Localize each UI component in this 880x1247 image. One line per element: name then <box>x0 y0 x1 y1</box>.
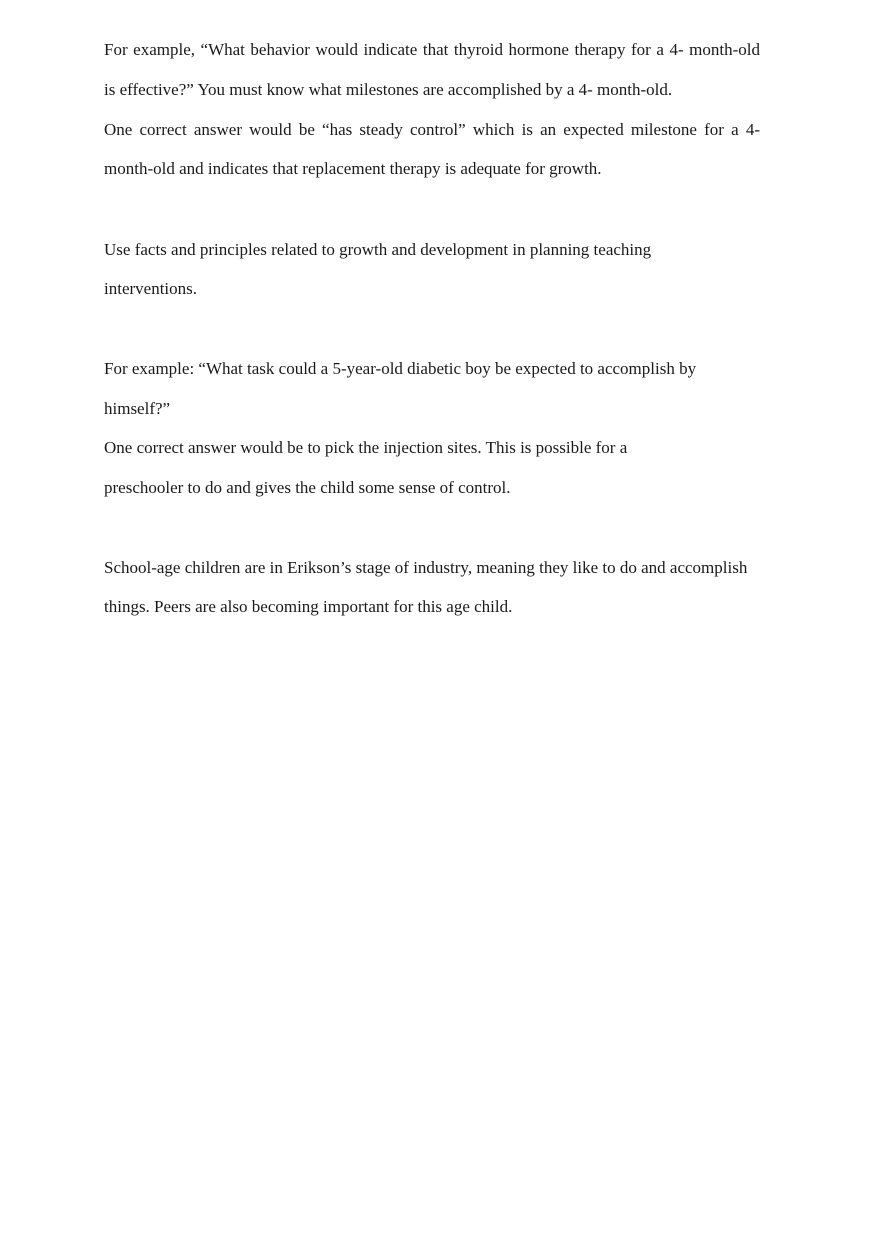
text-line: For example, “What behavior would indicate that thyroid hormone therapy for a 4- month-old <box>104 40 760 59</box>
text-line: interventions. <box>104 279 198 298</box>
text-line: month-old and indicates that replacement therapy is adequate for growth. <box>104 159 602 178</box>
text-line: Use facts and principles related to growth and development in planning teaching <box>104 240 652 259</box>
text-line: preschooler to do and gives the child some sense of control. <box>104 478 511 497</box>
text-line: himself?” <box>104 399 171 418</box>
text-line: School-age children are in Erikson’s stage of industry, meaning they like to do and accomplish <box>104 558 748 577</box>
text-line: things. Peers are also becoming important for this age child. <box>104 597 513 616</box>
text-line: One correct answer would be to pick the injection sites. This is possible for a <box>104 438 628 457</box>
text-line: is effective?” You must know what milestones are accomplished by a 4- month-old. <box>104 80 673 99</box>
text-line: One correct answer would be “has steady control” which is an expected milestone for a 4- <box>104 120 760 139</box>
text-line: For example: “What task could a 5-year-old diabetic boy be expected to accomplish by <box>104 359 697 378</box>
